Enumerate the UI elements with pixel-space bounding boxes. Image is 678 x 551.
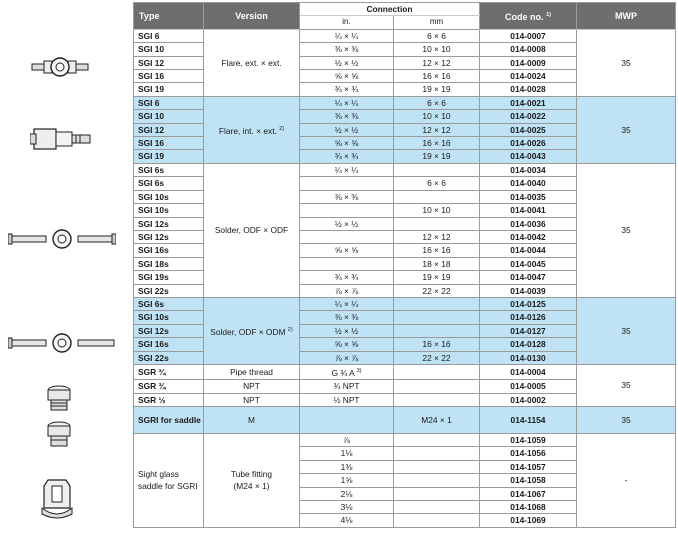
code-cell: 014-1059 — [480, 433, 577, 446]
connection-in-cell — [300, 230, 394, 243]
sgri-for-saddle-icon — [44, 420, 74, 448]
code-cell: 014-1058 — [480, 474, 577, 487]
type-cell: SGI 22s — [134, 351, 204, 364]
connection-in-cell: ⅜ × ⅜ — [300, 190, 394, 203]
connection-mm-cell: 10 × 10 — [394, 43, 480, 56]
connection-in-note: 3) — [356, 367, 362, 374]
connection-mm-cell: 16 × 16 — [394, 137, 480, 150]
type-cell: SGI 12s — [134, 230, 204, 243]
connection-mm-cell: 18 × 18 — [394, 257, 480, 270]
header-code-note: 1) — [546, 11, 551, 18]
version-note: 2) — [279, 125, 285, 132]
connection-mm-cell: 16 × 16 — [394, 244, 480, 257]
header-code — [480, 3, 577, 30]
code-cell: 014-0043 — [480, 150, 577, 163]
table-row — [134, 406, 676, 433]
code-cell: 014-0021 — [480, 96, 577, 109]
mwp-cell: - — [577, 433, 676, 527]
type-cell: SGI 6s — [134, 163, 204, 176]
connection-mm-cell: 16 × 16 — [394, 70, 480, 83]
connection-mm-cell — [394, 433, 480, 446]
code-cell: 014-1068 — [480, 501, 577, 514]
code-cell: 014-0008 — [480, 43, 577, 56]
connection-mm-cell: 16 × 16 — [394, 338, 480, 351]
version-cell — [204, 29, 300, 96]
connection-in-cell: ⅞ — [300, 433, 394, 446]
code-cell: 014-0036 — [480, 217, 577, 230]
connection-in-cell: 1⅜ — [300, 460, 394, 473]
type-cell: SGI 10 — [134, 110, 204, 123]
type-cell: SGI 19 — [134, 83, 204, 96]
code-cell: 014-1067 — [480, 487, 577, 500]
type-cell: SGI 6s — [134, 297, 204, 310]
connection-in-cell: ¾ × ¾ — [300, 150, 394, 163]
connection-in-cell: ⅝ × ⅝ — [300, 244, 394, 257]
code-cell: 014-0026 — [480, 137, 577, 150]
connection-in-cell: 3⅛ — [300, 501, 394, 514]
type-cell: SGR ½ — [134, 393, 204, 406]
connection-mm-cell: 6 × 6 — [394, 177, 480, 190]
version-label: Solder, ODF × ODM — [210, 326, 286, 337]
version-label: Flare, int. × ext. — [218, 125, 277, 136]
solder-odf-odm-sight-glass-icon — [8, 332, 116, 354]
version-cell: Pipe thread — [204, 364, 300, 379]
mwp-cell: 35 — [577, 163, 676, 297]
code-cell: 014-0009 — [480, 56, 577, 69]
connection-mm-cell — [394, 514, 480, 527]
connection-in-cell: ¼ × ¼ — [300, 96, 394, 109]
connection-mm-cell — [394, 324, 480, 337]
code-cell: 014-0047 — [480, 271, 577, 284]
connection-in-cell: ½ × ½ — [300, 217, 394, 230]
table-row — [134, 163, 676, 176]
table-row — [134, 96, 676, 109]
connection-mm-cell: 12 × 12 — [394, 230, 480, 243]
mwp-cell: 35 — [577, 406, 676, 433]
solder-odf-odf-sight-glass-icon — [8, 228, 116, 250]
connection-in-cell: 1⅛ — [300, 447, 394, 460]
header-mwp: MWP — [577, 3, 676, 30]
type-cell: SGI 16s — [134, 338, 204, 351]
code-cell: 014-0025 — [480, 123, 577, 136]
version-label: Flare, ext. × ext. — [221, 57, 282, 68]
code-cell: 014-0039 — [480, 284, 577, 297]
code-cell: 014-0040 — [480, 177, 577, 190]
type-cell: SGI 10 — [134, 43, 204, 56]
code-cell: 014-0044 — [480, 244, 577, 257]
connection-in-cell — [300, 257, 394, 270]
connection-in-cell: ⅜ × ⅜ — [300, 110, 394, 123]
header-in: in. — [300, 16, 394, 29]
connection-in-cell: ¾ × ¾ — [300, 271, 394, 284]
code-cell: 014-0128 — [480, 338, 577, 351]
version-note: 2) — [287, 326, 293, 333]
flare-int-sight-glass-icon — [30, 125, 94, 153]
connection-mm-cell — [394, 474, 480, 487]
code-cell: 014-0041 — [480, 204, 577, 217]
connection-mm-cell: 19 × 19 — [394, 83, 480, 96]
connection-mm-cell: 6 × 6 — [394, 96, 480, 109]
sight-glass-saddle-icon — [40, 478, 74, 520]
type-cell: SGI 12s — [134, 217, 204, 230]
connection-in-cell — [300, 177, 394, 190]
connection-in-cell: ⅜ × ⅜ — [300, 43, 394, 56]
code-cell: 014-0002 — [480, 393, 577, 406]
connection-in-cell: ⅝ × ⅝ — [300, 137, 394, 150]
connection-in-cell: ¼ × ¼ — [300, 163, 394, 176]
product-table — [133, 2, 676, 528]
connection-in-cell — [300, 380, 394, 393]
connection-in-label: ¾ NPT — [333, 381, 360, 392]
type-cell: SGI 10s — [134, 311, 204, 324]
code-cell: 014-0028 — [480, 83, 577, 96]
code-cell: 014-0042 — [480, 230, 577, 243]
connection-in-cell: ¼ × ¼ — [300, 297, 394, 310]
code-cell: 014-1069 — [480, 514, 577, 527]
type-cell: SGI 16s — [134, 244, 204, 257]
connection-in-cell: 4⅛ — [300, 514, 394, 527]
connection-mm-cell — [394, 364, 480, 379]
connection-in-cell — [300, 406, 394, 433]
sgr-pipe-thread-icon — [44, 384, 74, 412]
connection-in-cell: ⅞ × ⅞ — [300, 284, 394, 297]
connection-mm-cell: M24 × 1 — [394, 406, 480, 433]
version-cell — [204, 96, 300, 163]
connection-mm-cell: 6 × 6 — [394, 29, 480, 42]
code-cell: 014-0022 — [480, 110, 577, 123]
table-row — [134, 297, 676, 310]
connection-in-cell: ⅞ × ⅞ — [300, 351, 394, 364]
type-cell: SGR ¾ — [134, 364, 204, 379]
connection-mm-cell: 22 × 22 — [394, 284, 480, 297]
code-cell: 014-0005 — [480, 380, 577, 393]
type-cell: SGI 19s — [134, 271, 204, 284]
connection-in-cell — [300, 364, 394, 379]
version-cell — [204, 163, 300, 297]
connection-mm-cell: 22 × 22 — [394, 351, 480, 364]
header-connection: Connection — [300, 3, 480, 16]
connection-mm-cell — [394, 297, 480, 310]
type-cell: SGI 6s — [134, 177, 204, 190]
type-cell: SGI 12s — [134, 324, 204, 337]
connection-mm-cell — [394, 217, 480, 230]
connection-mm-cell: 19 × 19 — [394, 271, 480, 284]
type-cell: SGRI for saddle — [134, 406, 204, 433]
mwp-cell: 35 — [577, 364, 676, 406]
version-cell — [204, 433, 300, 527]
connection-mm-cell: 10 × 10 — [394, 110, 480, 123]
type-cell: SGI 18s — [134, 257, 204, 270]
version-line-1: Tube fitting — [230, 469, 273, 479]
table-row — [134, 29, 676, 42]
connection-in-cell: ½ × ½ — [300, 56, 394, 69]
connection-mm-cell: 10 × 10 — [394, 204, 480, 217]
type-cell: SGI 6 — [134, 29, 204, 42]
type-cell: SGI 6 — [134, 96, 204, 109]
table-row — [134, 433, 676, 446]
connection-mm-cell — [394, 393, 480, 406]
connection-in-cell — [300, 393, 394, 406]
type-cell: SGI 10s — [134, 204, 204, 217]
version-line-2: (M24 × 1) — [233, 481, 270, 492]
header-mm: mm — [394, 16, 480, 29]
type-cell: SGI 16 — [134, 70, 204, 83]
connection-mm-cell — [394, 311, 480, 324]
type-cell: SGI 22s — [134, 284, 204, 297]
code-cell: 014-1057 — [480, 460, 577, 473]
version-cell — [204, 297, 300, 364]
code-cell: 014-0034 — [480, 163, 577, 176]
connection-mm-cell — [394, 447, 480, 460]
connection-in-cell: ⅜ × ⅜ — [300, 311, 394, 324]
mwp-cell: 35 — [577, 29, 676, 96]
type-cell: SGI 10s — [134, 190, 204, 203]
version-cell: NPT — [204, 393, 300, 406]
code-cell: 014-0024 — [480, 70, 577, 83]
type-cell: SGI 12 — [134, 56, 204, 69]
connection-mm-cell: 12 × 12 — [394, 56, 480, 69]
code-cell: 014-0045 — [480, 257, 577, 270]
header-type: Type — [134, 3, 204, 30]
code-cell: 014-0007 — [480, 29, 577, 42]
connection-in-cell: ¼ × ¼ — [300, 29, 394, 42]
connection-mm-cell — [394, 487, 480, 500]
code-cell: 014-0125 — [480, 297, 577, 310]
code-cell: 014-0130 — [480, 351, 577, 364]
type-cell: Sight glass saddle for SGRI — [134, 433, 204, 527]
connection-in-cell: 2⅛ — [300, 487, 394, 500]
connection-mm-cell: 12 × 12 — [394, 123, 480, 136]
mwp-cell: 35 — [577, 96, 676, 163]
connection-in-cell: ⅝ × ⅝ — [300, 70, 394, 83]
code-cell: 014-1154 — [480, 406, 577, 433]
type-cell: SGI 16 — [134, 137, 204, 150]
mwp-cell: 35 — [577, 297, 676, 364]
connection-in-label: G ¾ A — [331, 367, 355, 378]
connection-mm-cell: 19 × 19 — [394, 150, 480, 163]
flare-ext-sight-glass-icon — [30, 55, 90, 79]
table-row — [134, 364, 676, 379]
header-code-label: Code no. — [505, 11, 544, 22]
code-cell: 014-0126 — [480, 311, 577, 324]
type-cell: SGR ¾ — [134, 380, 204, 393]
connection-in-cell: ½ × ½ — [300, 324, 394, 337]
type-cell: SGI 12 — [134, 123, 204, 136]
connection-in-label: ½ NPT — [333, 394, 360, 405]
connection-mm-cell — [394, 460, 480, 473]
code-cell: 014-0127 — [480, 324, 577, 337]
version-cell: NPT — [204, 380, 300, 393]
code-cell: 014-0035 — [480, 190, 577, 203]
type-cell: SGI 19 — [134, 150, 204, 163]
product-images-column — [0, 0, 133, 551]
version-label: Solder, ODF × ODF — [214, 225, 289, 236]
connection-in-cell: ⅝ × ⅝ — [300, 338, 394, 351]
connection-mm-cell — [394, 380, 480, 393]
version-cell: M — [204, 406, 300, 433]
header-version: Version — [204, 3, 300, 30]
connection-mm-cell — [394, 190, 480, 203]
code-cell: 014-1056 — [480, 447, 577, 460]
connection-in-cell: ½ × ½ — [300, 123, 394, 136]
connection-in-cell: 1⅝ — [300, 474, 394, 487]
connection-in-cell — [300, 204, 394, 217]
connection-in-cell: ¾ × ¾ — [300, 83, 394, 96]
connection-mm-cell — [394, 163, 480, 176]
connection-mm-cell — [394, 501, 480, 514]
code-cell: 014-0004 — [480, 364, 577, 379]
